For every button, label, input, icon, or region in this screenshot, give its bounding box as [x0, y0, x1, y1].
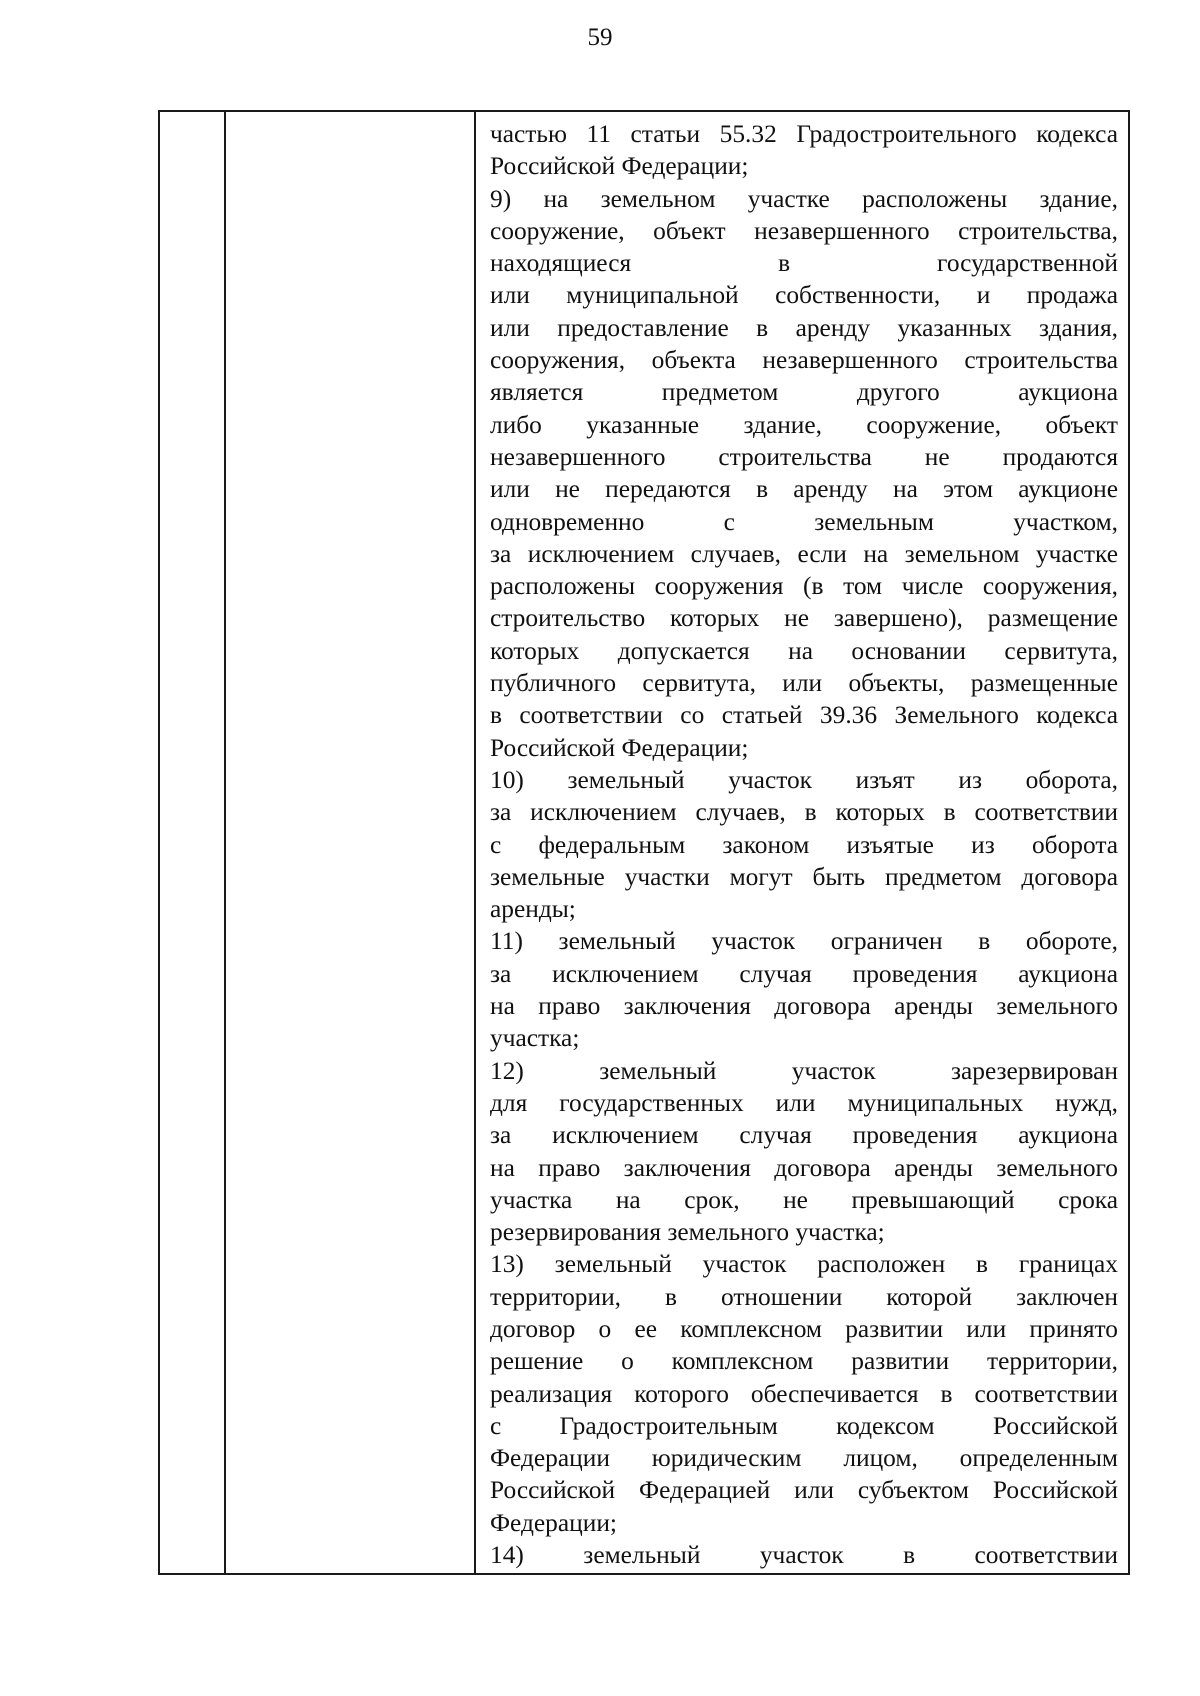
text-line: 10) земельный участок изъят из оборота,: [490, 765, 1118, 794]
text-line: реализация которого обеспечивается в соответствии: [490, 1379, 1118, 1408]
text-line: за исключением случаев, если на земельном участке: [490, 539, 1118, 568]
paragraph: [490, 1539, 1118, 1571]
text-line: участка на срок, не превышающий срока: [490, 1185, 1118, 1214]
text-line: договор о ее комплексном развитии или принято: [490, 1314, 1118, 1343]
text-line: за исключением случаев, в которых в соответствии: [490, 798, 1118, 827]
text-line: расположены сооружения (в том числе сооружения,: [490, 572, 1118, 601]
text-line: либо указанные здание, сооружение, объект: [490, 410, 1118, 439]
text-line: незавершенного строительства не продаются: [490, 442, 1118, 471]
text-line: с федеральным законом изъятые из оборота: [490, 830, 1118, 859]
paragraph: [490, 925, 1118, 1054]
text-line: в соответствии со статьей 39.36 Земельного кодекса: [490, 701, 1118, 730]
text-line: или муниципальной собственности, и продажа: [490, 281, 1118, 310]
document-table: [158, 110, 1130, 1575]
text-line: на право заключения договора аренды земельного: [490, 992, 1118, 1021]
text-line: с Градостроительным кодексом Российской: [490, 1411, 1118, 1440]
text-line: сооружение, объект незавершенного строительства,: [490, 216, 1118, 245]
text-line: за исключением случая проведения аукциона: [490, 1121, 1118, 1150]
table-cell-text: [490, 118, 1118, 1571]
paragraph: [490, 118, 1118, 183]
page-number: 59: [587, 24, 613, 51]
text-line: земельные участки могут быть предметом договора: [490, 862, 1118, 891]
text-line: является предметом другого аукциона: [490, 378, 1118, 407]
text-line: 12) земельный участок зарезервирован: [490, 1056, 1118, 1085]
text-line: аренды;: [490, 895, 576, 924]
text-line: частью 11 статьи 55.32 Градостроительного кодекса: [490, 120, 1118, 148]
text-line: резервирования земельного участка;: [490, 1218, 885, 1247]
text-line: Российской Федерацией или субъектом Российской: [490, 1476, 1118, 1505]
text-line: за исключением случая проведения аукциона: [490, 959, 1118, 988]
text-line: или предоставление в аренду указанных здания,: [490, 313, 1118, 342]
text-line: участка;: [490, 1024, 580, 1053]
text-line: Российской Федерации;: [490, 152, 749, 181]
paragraph: [490, 1055, 1118, 1249]
text-line: которых допускается на основании сервитута,: [490, 636, 1118, 665]
text-line: 9) на земельном участке расположены здание,: [490, 184, 1118, 213]
text-line: находящиеся в государственной: [490, 249, 1118, 278]
text-line: 14) земельный участок в соответствии: [490, 1541, 1118, 1570]
paragraph: [490, 183, 1118, 764]
text-line: 13) земельный участок расположен в границах: [490, 1250, 1118, 1279]
text-line: одновременно с земельным участком,: [490, 507, 1118, 536]
text-line: Российской Федерации;: [490, 733, 749, 762]
text-line: 11) земельный участок ограничен в обороте,: [490, 927, 1118, 956]
column-divider-2: [474, 112, 476, 1573]
text-line: для государственных или муниципальных нужд,: [490, 1088, 1118, 1117]
text-line: на право заключения договора аренды земельного: [490, 1153, 1118, 1182]
paragraph: [490, 1248, 1118, 1539]
text-line: решение о комплексном развитии территории,: [490, 1347, 1118, 1376]
text-line: Федерации;: [490, 1508, 617, 1537]
text-line: или не передаются в аренду на этом аукционе: [490, 475, 1118, 504]
text-line: Федерации юридическим лицом, определенным: [490, 1444, 1118, 1473]
text-line: строительство которых не завершено), размещение: [490, 604, 1118, 633]
text-line: сооружения, объекта незавершенного строительства: [490, 346, 1118, 375]
column-divider-1: [224, 112, 226, 1573]
text-line: территории, в отношении которой заключен: [490, 1282, 1118, 1311]
paragraph: [490, 764, 1118, 925]
text-line: публичного сервитута, или объекты, размещенные: [490, 669, 1118, 698]
